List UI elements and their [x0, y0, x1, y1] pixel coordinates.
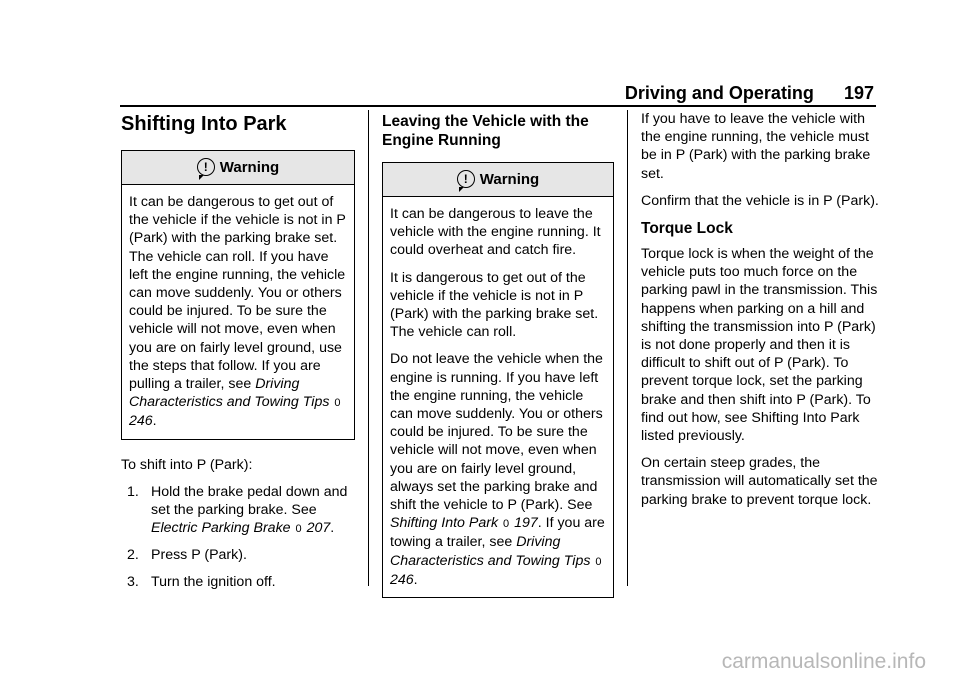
section-title: Driving and Operating	[624, 83, 814, 103]
section-heading-leaving-vehicle: Leaving the Vehicle with the Engine Running	[382, 113, 589, 149]
page-header	[560, 82, 874, 104]
column-1	[121, 112, 355, 599]
warning-paragraph-3: Do not leave the vehicle when the engine is running. If you have left the engine running, the vehicle can move suddenly. You or others could be injured. To be sure the vehicle will not move, even when you are on fairly level ground, always set the parking brake and shift the vehicle to P (Park). See Shifting Into Park 0 197. If you are towing a trailer, see Driving Characteristics and Towing Tips 0 246.	[390, 351, 605, 588]
warning-body	[383, 197, 613, 597]
warning-body	[122, 185, 354, 439]
warning-header	[122, 151, 354, 185]
warning-label: Warning	[479, 171, 540, 188]
warning-box-1	[121, 150, 355, 440]
ref-link-towing-tips[interactable]: Driving Characteristics and Towing Tips 0 246	[129, 376, 341, 430]
warning-box-2	[382, 162, 614, 598]
warning-header	[383, 163, 613, 197]
torque-lock-paragraph: Torque lock is when the weight of the vehicle puts too much force on the parking pawl in the transmission. This happens when parking on a hill and shifting the transmission into P (Park) is not done properly and then it is difficult to shift out of P (Park). To prevent torque lock, set the parking brake and then shift into P (Park). To find out how, see Shifting Into Park listed previously.	[641, 246, 878, 445]
ref-link-shifting-into-park[interactable]: Shifting Into Park 0 197	[390, 515, 538, 532]
shift-intro: To shift into P (Park):	[121, 456, 253, 473]
list-item: 1. Hold the brake pedal down and set the parking brake. See Electric Parking Brake 0 207.	[127, 483, 348, 537]
column-3	[641, 110, 881, 518]
ref-arrow-icon: 0	[334, 397, 341, 410]
column-divider-1	[368, 110, 369, 586]
warning-label: Warning	[219, 159, 280, 176]
confirm-park-paragraph: Confirm that the vehicle is in P (Park).	[641, 192, 879, 209]
warning-paragraph-1: It can be dangerous to leave the vehicle with the engine running. It could overheat and catch fire.	[390, 206, 601, 259]
warning-icon: !	[457, 170, 475, 188]
page-number: 197	[843, 83, 874, 103]
warning-icon: !	[197, 158, 215, 176]
column-divider-2	[627, 110, 628, 586]
ref-link-towing-tips[interactable]: Driving Characteristics and Towing Tips 0 246	[390, 534, 602, 588]
section-heading-torque-lock: Torque Lock	[641, 220, 733, 238]
ref-arrow-icon: 0	[295, 523, 302, 536]
watermark: carmanualsonline.info	[721, 650, 926, 673]
section-heading-shifting-into-park: Shifting Into Park	[121, 113, 287, 135]
warning-text: It can be dangerous to get out of the vehicle if the vehicle is not in P (Park) with the parking brake set. The vehicle can roll. If you have left the engine running, the vehicle can move suddenly. You or others could be injured. To be sure the vehicle will not move, even when you are on fairly level ground, use the steps that follow. If you are pulling a trailer, see Driving Characteristics and Towing Tips 0 246.	[129, 194, 346, 430]
ref-arrow-icon: 0	[595, 555, 602, 568]
column-2	[382, 112, 614, 598]
ref-arrow-icon: 0	[503, 518, 510, 531]
header-rule	[120, 105, 876, 107]
shift-steps-list	[121, 483, 355, 591]
steep-grades-paragraph: On certain steep grades, the transmission will automatically set the parking brake to prevent torque lock.	[641, 455, 878, 508]
warning-paragraph-2: It is dangerous to get out of the vehicle if the vehicle is not in P (Park) with the parking brake set. The vehicle can roll.	[390, 269, 599, 341]
ref-link-electric-parking-brake[interactable]: Electric Parking Brake 0 207	[151, 520, 331, 537]
leave-running-paragraph: If you have to leave the vehicle with the engine running, the vehicle must be in P (Park) with the parking brake set.	[641, 111, 871, 182]
list-item: 3. Turn the ignition off.	[127, 573, 276, 590]
list-item: 2. Press P (Park).	[127, 547, 247, 564]
